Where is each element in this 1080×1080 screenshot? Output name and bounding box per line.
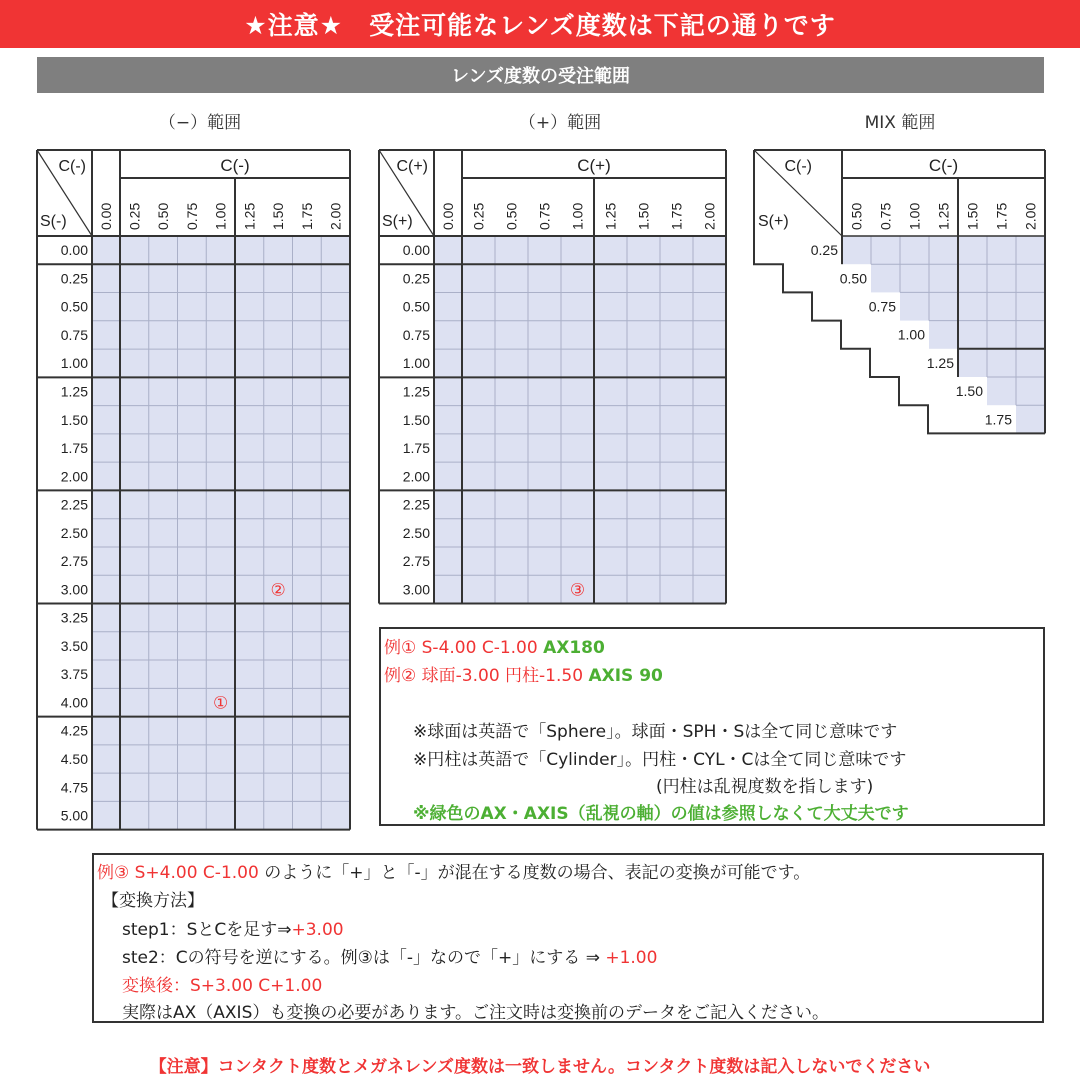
plus-row-label: 2.50 <box>402 524 430 541</box>
notice-banner: ★注意★ 受注可能なレンズ度数は下記の通りです <box>0 0 1080 48</box>
mix-range-title: MIX 範囲 <box>864 113 936 133</box>
example-1-values: 例① S-4.00 C-1.00 <box>384 638 538 658</box>
minus-row-label: 1.25 <box>60 383 88 400</box>
minus-row-label: 3.25 <box>60 609 88 626</box>
cylinder-subnote: (円柱は乱視度数を指します) <box>656 777 874 797</box>
example-3-desc: のように「+」と「-」が混在する度数の場合、表記の変換が可能です。 <box>258 863 811 883</box>
plus-row-label: 1.25 <box>402 383 430 400</box>
plus-col-label: 0.75 <box>536 202 553 230</box>
plus-col-label: 2.00 <box>701 202 718 230</box>
mix-col-label: 2.00 <box>1022 202 1039 230</box>
example-1-axis: AX180 <box>543 638 605 658</box>
plus-row-label: 1.50 <box>402 411 430 428</box>
plus-c-header: C(+) <box>577 156 611 175</box>
plus-row-label: 2.25 <box>402 496 430 513</box>
minus-row-label: 4.25 <box>60 722 88 739</box>
minus-col-label: 0.50 <box>155 202 172 230</box>
minus-col-label: 1.00 <box>212 202 229 230</box>
example-2-axis: AXIS 90 <box>588 666 663 686</box>
sphere-note: ※球面は英語で「Sphere」。球面・SPH・Sは全て同じ意味です <box>413 722 898 742</box>
step2-text: ste2：Cの符号を逆にする。例③は「-」なので「+」にする ⇒ <box>122 948 606 968</box>
mix-col-label: 1.25 <box>935 202 952 230</box>
minus-marker: ① <box>213 693 229 713</box>
minus-col-label: 0.75 <box>183 202 200 230</box>
minus-c-header: C(-) <box>220 156 250 175</box>
mix-row-label: 1.50 <box>955 383 983 400</box>
minus-col-label: 1.25 <box>241 202 258 230</box>
mix-cell-row <box>958 349 1045 377</box>
converted-result: 変換後：S+3.00 C+1.00 <box>122 976 323 996</box>
plus-row-label: 2.00 <box>402 468 430 485</box>
plus-range-title: （+）範囲 <box>518 113 602 133</box>
mix-row-label: 0.50 <box>839 270 867 287</box>
mix-row-label: 0.25 <box>810 242 838 259</box>
minus-corner-s: S(-) <box>40 213 67 230</box>
mix-cell-row <box>900 292 1045 320</box>
conversion-heading: 【変換方法】 <box>102 891 204 911</box>
contact-lens-warning: 【注意】コンタクト度数とメガネレンズ度数は一致しません。コンタクト度数は記入しないでください <box>149 1057 931 1077</box>
plus-row-label: 1.00 <box>402 355 430 372</box>
minus-cell-area <box>92 236 350 830</box>
example-2-values: 例② 球面-3.00 円柱-1.50 <box>384 666 584 686</box>
plus-corner-s: S(+) <box>382 213 413 230</box>
minus-marker: ② <box>270 580 286 600</box>
plus-row-label: 0.00 <box>402 242 430 259</box>
mix-corner-s: S(+) <box>758 213 789 230</box>
conversion-box <box>92 853 1044 1023</box>
plus-col-label: 0.00 <box>440 202 456 230</box>
mix-row-label: 1.75 <box>984 411 1012 428</box>
mix-col-label: 1.75 <box>993 202 1010 230</box>
example-3-values: 例③ S+4.00 C-1.00 <box>97 863 259 883</box>
minus-corner-c: C(-) <box>58 158 86 175</box>
step1-text: step1：SとCを足す⇒ <box>122 920 292 940</box>
mix-corner-c: C(-) <box>784 158 812 175</box>
minus-row-label: 3.50 <box>60 637 88 654</box>
minus-row-label: 4.50 <box>60 750 88 767</box>
step1-value: +3.00 <box>291 920 344 940</box>
minus-row-label: 3.75 <box>60 666 88 683</box>
plus-row-label: 1.75 <box>402 440 430 457</box>
minus-row-label: 5.00 <box>60 807 88 824</box>
minus-row-label: 1.50 <box>60 411 88 428</box>
plus-col-label: 0.25 <box>470 202 487 230</box>
plus-marker: ③ <box>569 580 586 600</box>
minus-col-label: 2.00 <box>327 202 344 230</box>
minus-row-label: 4.75 <box>60 779 88 796</box>
plus-row-label: 0.75 <box>402 326 430 343</box>
minus-row-label: 1.00 <box>60 355 88 372</box>
minus-row-label: 0.75 <box>60 326 88 343</box>
minus-row-label: 2.75 <box>60 553 88 570</box>
minus-row-label: 3.00 <box>60 581 88 598</box>
cylinder-note: ※円柱は英語で「Cylinder」。円柱・CYL・Cは全て同じ意味です <box>413 750 907 770</box>
mix-col-label: 0.75 <box>877 202 894 230</box>
minus-row-label: 0.00 <box>60 242 88 259</box>
minus-row-label: 2.50 <box>60 524 88 541</box>
mix-cell-row <box>842 236 1045 264</box>
minus-col-label: 0.25 <box>126 202 143 230</box>
mix-row-label: 1.25 <box>926 354 954 371</box>
plus-row-label: 0.25 <box>402 270 430 287</box>
mix-row-label: 1.00 <box>897 326 925 343</box>
minus-row-label: 4.00 <box>60 694 88 711</box>
minus-row-label: 0.50 <box>60 298 88 315</box>
plus-cell-area <box>434 236 726 604</box>
plus-row-label: 2.75 <box>402 553 430 570</box>
plus-row-label: 0.50 <box>402 298 430 315</box>
mix-col-label: 0.50 <box>848 202 865 230</box>
plus-col-label: 1.75 <box>668 202 685 230</box>
minus-col-label: 0.00 <box>98 202 114 230</box>
mix-cell-row <box>1016 405 1045 433</box>
examples-box <box>379 627 1045 826</box>
minus-row-label: 0.25 <box>60 270 88 287</box>
plus-row-label: 3.00 <box>402 581 430 598</box>
mix-col-label: 1.00 <box>906 202 923 230</box>
plus-col-label: 1.00 <box>569 202 586 230</box>
minus-col-label: 1.75 <box>298 202 315 230</box>
minus-row-label: 2.00 <box>60 468 88 485</box>
axis-note: ※緑色のAX・AXIS（乱視の軸）の値は参照しなくて大丈夫です <box>413 804 909 824</box>
mix-col-label: 1.50 <box>964 202 981 230</box>
step2-value: +1.00 <box>605 948 658 968</box>
minus-row-label: 2.25 <box>60 496 88 513</box>
section-title-bar: レンズ度数の受注範囲 <box>37 57 1044 93</box>
mix-c-header: C(-) <box>928 156 959 175</box>
minus-col-label: 1.50 <box>270 202 287 230</box>
axis-conversion-note: 実際はAX（AXIS）も変換の必要があります。ご注文時は変換前のデータをご記入ください。 <box>122 1003 829 1023</box>
plus-col-label: 1.50 <box>635 202 652 230</box>
plus-corner-c: C(+) <box>396 158 428 175</box>
plus-col-label: 0.50 <box>503 202 520 230</box>
mix-row-label: 0.75 <box>868 298 896 315</box>
minus-range-title: （−）範囲 <box>158 113 242 133</box>
minus-row-label: 1.75 <box>60 440 88 457</box>
plus-col-label: 1.25 <box>602 202 619 230</box>
